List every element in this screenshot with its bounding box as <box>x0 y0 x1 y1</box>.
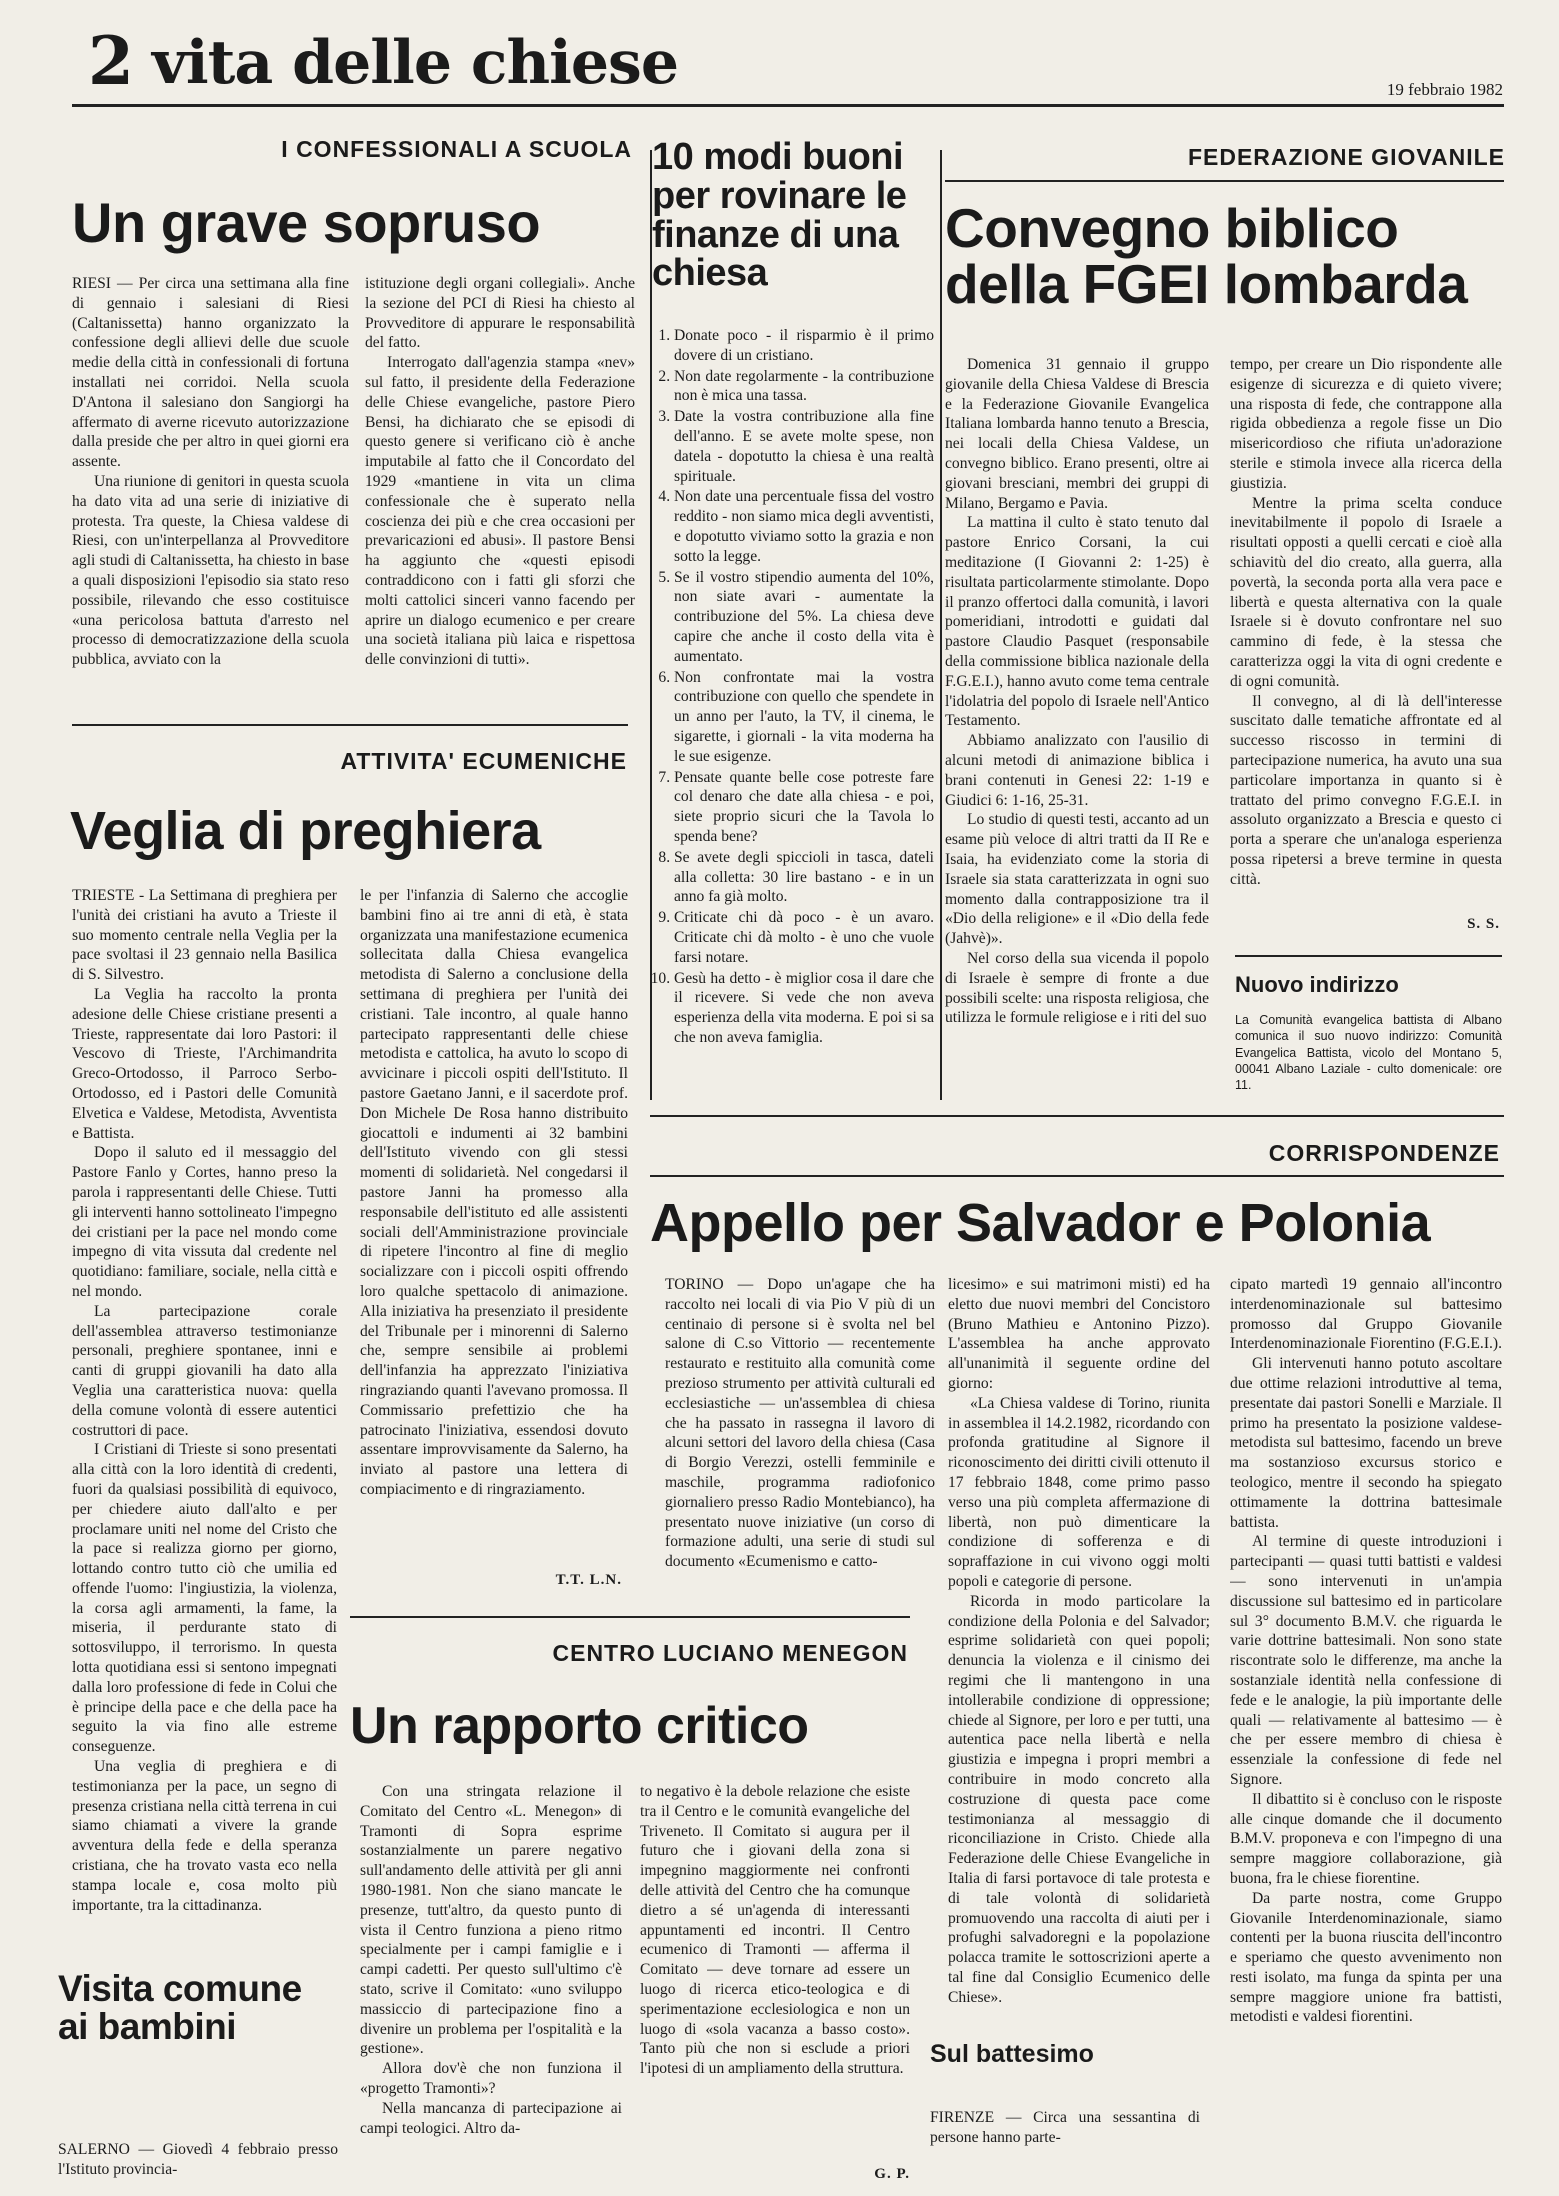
art5-paragraph: le per l'infanzia di Salerno che accoglie bambini fino ai tre anni di età, è stata organizzata una manifestazione ecumenica sollecitata dalla Chiesa evangelica metodista di Salerno a conclusione della settimana di preghiera per l'unità dei cristiani. Tale incontro, al quale hanno partecipato rappresentanti delle chiese metodista e cattolica, ha avuto lo scopo di avvicinare i piccoli ospiti dell'Istituto. Il pastore Gaetano Janni, e il sacerdote prof. Don Michele De Rosa hanno distribuito giocattoli e indumenti ai 32 bambini dell'Istituto vivendo con gli stessi momenti di solidarietà. Nel congedarsi il pastore Janni ha promesso alla responsabile dell'istituto ed alle assistenti sociali dell'Amministrazione provinciale di ripetere l'incontro al fine di meglio socializzare con i piccoli ospiti offrendo loro qualche spettacolo di animazione. Alla iniziativa ha presenziato il presidente del Tribunale per i minorenni di Salerno che, sempre sensibile ai problemi dell'infanzia ha apprezzato l'iniziativa ringraziando quanti l'avevano promossa. Il Commissario prefettizio che ha patrocinato l'iniziativa, essendosi dovuto assentare improvvisamente da Salerno, ha inviato al pastore una lettera di compiacimento e di ringraziamento. <box>360 887 628 1498</box>
art8-column-2 <box>1230 1275 1502 2180</box>
art3-column-2 <box>1230 355 1502 927</box>
art5-signature: T.T. L.N. <box>555 1572 622 1588</box>
issue-date: 19 febbraio 1982 <box>1386 80 1503 99</box>
art5-paragraph: SALERNO — Giovedì 4 febbraio presso l'Istituto provincia- <box>58 2141 338 2178</box>
art1-paragraph: RIESI — Per circa una settimana alla fine di gennaio i salesiani di Riesi (Caltanissetta) hanno organizzato la confessione degli allievi delle due scuole medie della città in confessionali di fortuna installati nei corridoi. Nella scuola D'Antona il salesiano don Sangiorgi ha affermato di averne ricevuto autorizzazione dalla preside che per altro in quei giorni era assente. <box>72 275 349 471</box>
art1-bottom-rule <box>72 724 628 726</box>
art6-paragraph: Con una stringata relazione il Comitato del Centro «L. Menegon» di Tramonti di Sopra esprime sostanzialmente un parere negativo sull'andamento delle attività per gli anni 1980-1981. Non che siano mancate le presenze, tutt'altro, da questo punto di vista il Centro funziona a pieno ritmo specialmente per i campi famiglie e i campi cadetti. Per questo sull'ultimo c'è stato, scrive il Comitato: «uno sviluppo massiccio di partecipazione fino a divenire un problema per l'ospitalità e la gestione». <box>360 1783 622 2058</box>
art8-paragraph: Il dibattito si è concluso con le risposte alle cinque domande che il documento B.M.V. proponeva e con l'impegno di una sempre maggiore collaborazione, già buona, fra le chiese fiorentine. <box>1230 1790 1502 1887</box>
art1-column-2 <box>365 274 635 699</box>
art3-top-rule <box>945 180 1504 182</box>
art8-paragraph: Al termine di queste introduzioni i partecipanti — quasi tutti battisti e valdesi — sono intervenuti in un'ampia discussione sul battesimo ed in particolare sul 3° documento B.M.V. che riguarda le varie dottrine battesimali. Non sono state riscontrate solo le differenze, ma anche la sostanziale identità nella confessione di fede e le analogie, la più importante delle quali — relativamente al battesimo — è che per essere membro di chiesa è essenziale la confessione di fede nel Signore. <box>1230 1533 1502 1788</box>
art7-paragraph: TORINO — Dopo un'agape che ha raccolto nei locali di via Pio V più di un centinaio di persone si è svolta nel bel salone di C.so Vittorio — recentemente restaurato e restituito alla comunità come prezioso strumento per attività culturali ed ecclesiastiche — un'assemblea di chiesa che ha passato in rassegna il lavoro di alcuni settori del lavoro della chiesa (Casa di Borgio Verezzi, ostelli femminile e maschile, programma radiofonico giornaliero presso Radio Montebianco), ha presentato nuove iniziative (un corso di formazione adulti, una serie di studi sul documento «Ecumenismo e catto- <box>665 1276 935 1571</box>
art8-paragraph: cipato martedì 19 gennaio all'incontro interdenominazionale sul battesimo promosso dal Gruppo Giovanile Interdenominazionale Fiorentino (F.G.E.I.). <box>1230 1276 1502 1353</box>
art8-headline: Sul battesimo <box>930 2040 1094 2068</box>
art3-headline: Convegno biblico della FGEI lombarda <box>945 197 1468 316</box>
art3-paragraph: Nel corso della sua vicenda il popolo di Israele è sempre di fronte a due possibili scelte: una risposta religiosa, che utilizza le formule religiose e i riti del suo <box>945 949 1209 1027</box>
section-rule <box>650 1115 1504 1117</box>
art5-column-2 <box>360 886 628 1586</box>
art7-paragraph: Ricorda in modo particolare la condizione della Polonia e del Salvador; esprime solidarietà con quei popoli; denuncia la violenza e il cinismo dei regimi che li mantengono in una intollerabile condizione di oppressione; chiede al Signore, per loro e per tutti, una autentica pace nella libertà e nella giustizia e impegna i propri membri a contribuire in modo concreto alla costruzione di questa pace come testimonianza al messaggio di riconciliazione in Cristo. Chiede alla Federazione delle Chiese Evangeliche in Italia di farsi portavoce di tale protesta e di tale volontà di solidarietà promuovendo una raccolta di aiuti per i profughi salvadoregni e la popolazione polacca tramite le sottoscrizioni aperte a tal fine dal Consiglio Ecumenico delle Chiese». <box>948 1592 1210 2006</box>
art6-signature: G. P. <box>874 2166 910 2182</box>
art4-paragraph: TRIESTE - La Settimana di preghiera per l'unità dei cristiani ha avuto a Trieste il suo momento centrale nella Veglia per la pace svoltasi il 23 gennaio nella Basilica di S. Silvestro. <box>72 887 337 984</box>
page-number: 2 <box>88 22 134 100</box>
art3-paragraph: Mentre la prima scelta conduce inevitabilmente il popolo di Israele a risultati opposti a quelli cercati e cioè alla schiavitù del dio creato, alla guerra, alla povertà, la seconda porta alla vera pace e libertà e questa alternativa con la quale Israele si è dovuto confrontare nel suo cammino di fede, è la stessa che caratterizza oggi la vita di ogni credente e di ogni comunità. <box>1230 494 1502 690</box>
art3-paragraph: Abbiamo analizzato con l'ausilio di alcuni metodi di animazione biblica i brani contenuti in Genesi 22: 1-19 e Giudici 6: 1-16, 25-31. <box>945 732 1209 809</box>
art4-paragraph: La partecipazione corale dell'assemblea attraverso testimonianze personali, preghiere spontanee, inni e canti di gruppi giovanili ha dato alla Veglia una caratteristica nuova: quella della comune volontà di essere autentici costruttori di pace. <box>72 1302 337 1439</box>
list-item: 2. Non date regolarmente - la contribuzione non è mica una tassa. <box>674 367 934 407</box>
list-item: 8. Se avete degli spiccioli in tasca, dateli alla colletta: 30 lire bastano - e in un anno fa già molto. <box>674 848 934 907</box>
art3-paragraph: Lo studio di questi testi, accanto ad un esame più veloce di altri tratti da II Re e Isaia, ha evidenziato come la storia di Israele sia stata caratterizzata in ogni suo momento dalla contrapposizione tra il «Dio della religione» e il «Dio della fede (Jahvè)». <box>945 811 1209 948</box>
list-item: 10. Gesù ha detto - è miglior cosa il dare che il ricevere. Si vede che non aveva esperienza della vita moderna. E poi si sa che non aveva famiglia. <box>674 969 934 1048</box>
art4-paragraph: Dopo il saluto ed il messaggio del Pastore Fanlo y Cortes, hanno preso la parola i rappresentanti delle Chiese. Tutti gli interventi hanno sottolineato l'impegno dei cristiani per la pace nel mondo come impegno di vita vissuta dal credente nel quotidiano: familiare, sociale, nella città e nel mondo. <box>72 1144 337 1300</box>
masthead-rule <box>72 104 1504 107</box>
list-item: 5. Se il vostro stipendio aumenta del 10%, non siate avari - aumentate la contribuzione del 5%. La chiesa deve capire che anche il costo della vita è aumentato. <box>674 568 934 667</box>
art2-list <box>652 326 934 1096</box>
art6-headline: Un rapporto critico <box>350 1697 809 1755</box>
art4-paragraph: I Cristiani di Trieste si sono presentati alla città con la loro identità di credenti, fuori da qualsiasi possibilità di equivoco, per chiedere aiuto dall'alto e per proclamare uniti nel nome del Cristo che la pace si realizza giorno per giorno, lottando contro tutto ciò che umilia ed offende l'uomo: l'ingiustizia, la violenza, la corsa agli armamenti, la fame, la miseria, il perdurante stato di sottosviluppo, il terrorismo. In questa lotta quotidiana essi si sentono impegnati dalla loro professione di fede in Colui che è principe della pace e che della pace ha seguito la via fino alle estreme conseguenze. <box>72 1441 337 1756</box>
art6-paragraph: Allora dov'è che non funziona il «progetto Tramonti»? <box>360 2060 622 2097</box>
art3-column-1 <box>945 355 1209 1100</box>
art4-headline: Veglia di preghiera <box>70 801 541 861</box>
art7-headline: Appello per Salvador e Polonia <box>650 1193 1431 1253</box>
art7-top-rule <box>650 1175 1504 1177</box>
art1-paragraph: istituzione degli organi collegiali». Anche la sezione del PCI di Riesi ha chiesto al Provveditore di appurare le responsabilità del fatto. <box>365 275 635 352</box>
art8-paragraph: Gli intervenuti hanno potuto ascoltare due ottime relazioni introduttive al tema, presentate dai pastori Sonelli e Marziale. Il primo ha presentato la posizione valdese-metodista sul battesimo, facendo un breve ma sostanzioso excursus storico e teologico, mentre il secondo ha spiegato ottimamente la dottrina battesimale battista. <box>1230 1355 1502 1531</box>
art1-headline: Un grave sopruso <box>72 191 541 254</box>
art3-paragraph: tempo, per creare un Dio rispondente alle esigenze di sicurezza e di quieto vivere; una risposta di fede, che contrappone alla rigida obbedienza a regole fisse un Dio misericordioso che rifiuta un'adorazione sterile e stimola invece alla ricerca della giustizia. <box>1230 356 1502 492</box>
art7-paragraph: licesimo» e sui matrimoni misti) ed ha eletto due nuovi membri del Concistoro (Bruno Mathieu e Antonino Pizzo). L'assemblea ha anche approvato all'unanimità il seguente ordine del giorno: <box>948 1276 1210 1392</box>
art7-column-1 <box>665 1275 935 1605</box>
notice-top-rule <box>1235 955 1502 957</box>
art4-kicker: ATTIVITA' ECUMENICHE <box>340 748 627 774</box>
art8-paragraph: Da parte nostra, come Gruppo Giovanile Interdenominazionale, siamo contenti per la buona riuscita dell'incontro e speriamo che questo avvenimento non resti isolato, ma funga da spinta per una sempre maggiore unione fra battisti, metodisti e valdesi fiorentini. <box>1230 1889 1502 2026</box>
notice-title: Nuovo indirizzo <box>1235 972 1399 997</box>
list-item: 1. Donate poco - il risparmio è il primo dovere di un cristiano. <box>674 326 934 366</box>
art6-paragraph: to negativo è la debole relazione che esiste tra il Centro e le comunità evangeliche del Triveneto. Il Comitato si augura per il futuro che i giovani della zona si impegnino maggiormente nei confronti delle attività del Centro che ha comunque dietro a sé un'agenda di interessanti appuntamenti ed incontri. Il Centro ecumenico di Tramonti — afferma il Comitato — deve tornare ad essere un luogo di ricerca etico-teologica e di sperimentazione ecclesiologica e non un luogo di «sola vacanza a basso costo». Tanto più che non si esclude a priori l'ipotesi di un ampliamento della struttura. <box>640 1783 910 2078</box>
art3-signature: S. S. <box>1467 916 1500 932</box>
art4-column-1 <box>72 886 337 1944</box>
notice-text: La Comunità evangelica battista di Albano comunica il suo nuovo indirizzo: Comunità Evangelica Battista, vicolo del Montano 5, 00041 Albano Laziale - culto domenicale: ore 11. <box>1235 1013 1502 1092</box>
art3-paragraph: La mattina il culto è stato tenuto dal pastore Enrico Corsani, la cui meditazione (I Giovanni 2: 1-25) è risultata particolarmente stimolante. Dopo il pranzo offertoci dalla comunità, i lavori pomeridiani, introdotti e guidati dal pastore Claudio Pasquet (responsabile della commissione biblica nazionale della F.G.E.I.), hanno avuto come tema centrale l'idolatria del popolo di Israele nell'Antico Testamento. <box>945 514 1209 730</box>
art1-column-1 <box>72 274 349 699</box>
art6-paragraph: Nella mancanza di partecipazione ai campi teologici. Altro da- <box>360 2099 622 2137</box>
art5-column-1 <box>58 2140 338 2188</box>
newspaper-section-title: vita delle chiese <box>152 28 678 98</box>
list-item: 4. Non date una percentuale fissa del vostro reddito - non siamo mica degli avventisti, e dopotutto viviamo sotto la grazia e non sotto la legge. <box>674 487 934 566</box>
art7-paragraph: «La Chiesa valdese di Torino, riunita in assemblea il 14.2.1982, ricordando con profonda gratitudine al Signore il riconoscimento dei diritti civili ottenuto il 17 febbraio 1848, come primo passo verso una più completa affermazione di libertà, non può dimenticare la condizione di sofferenza e di sopraffazione in cui vivono oggi molti popoli e categorie di persone. <box>948 1394 1210 1590</box>
art3-kicker: FEDERAZIONE GIOVANILE <box>1187 144 1505 170</box>
art7-kicker: CORRISPONDENZE <box>1268 1140 1500 1166</box>
art4-paragraph: La Veglia ha raccolto la pronta adesione delle Chiese cristiane presenti a Trieste, rappresentate dai loro Pastori: il Vescovo di Trieste, l'Archimandrita Greco-Ortodosso, il Parroco Serbo-Ortodosso, ed i Pastori delle Comunità Elvetica e Valdese, Metodista, Avventista e Battista. <box>72 985 337 1142</box>
art3-paragraph: Domenica 31 gennaio il gruppo giovanile della Chiesa Valdese di Brescia e la Federazione Giovanile Evangelica Italiana lombarda hanno tenuto a Brescia, nei locali della Chiesa Valdese, un convegno biblico. Erano presenti, oltre ai giovani bresciani, membri dei gruppi di Milano, Bergamo e Pavia. <box>945 356 1209 512</box>
section-rule <box>350 1616 910 1618</box>
list-item: 3. Date la vostra contribuzione alla fine dell'anno. E se avete molte spese, non datela - dopotutto la chiesa è una realtà spirituale. <box>674 407 934 486</box>
art4-paragraph: Una veglia di preghiera e di testimonianza per la pace, un segno di presenza cristiana nella città terrena in cui siamo chiamati a vivere la grande avventura della fede e della speranza cristiana, che ha trovato vasta eco nella stampa locale e, cosa molto più importante, tra la cittadinanza. <box>72 1758 337 1914</box>
art5-headline: Visita comune ai bambini <box>58 1968 302 2047</box>
art6-column-1 <box>360 1782 622 2192</box>
art1-kicker: I CONFESSIONALI A SCUOLA <box>281 136 632 162</box>
art3-paragraph: Il convegno, al di là dell'interesse suscitato dalle tematiche affrontate ed al successo riscosso in termini di partecipazione numerica, ha avuto una sua particolare importanza in quanto si è trattato del primo convegno F.G.E.I. in assoluto organizzato a Brescia e questo ci porta a sperare che un'analoga esperienza possa ripetersi a breve termine in questa città. <box>1230 692 1502 888</box>
list-item: 7. Pensate quante belle cose potreste fare col denaro che date alla chiesa - e poi, siete proprio sicuri che la Tavola lo spenda bene? <box>674 768 934 847</box>
art8-column-1 <box>930 2108 1200 2190</box>
art1-paragraph: Interrogato dall'agenzia stampa «nev» sul fatto, il presidente della Federazione delle Chiese evangeliche, pastore Piero Bensi, ha dichiarato che se episodi di questo genere si verificano ciò è anche imputabile al fatto che il Concordato del 1929 «mantiene in vita un clima confessionale che è superato nella coscienza dei più e che crea occasioni per prevaricazioni ed abusi». Il pastore Bensi ha aggiunto che «questi episodi contraddicono con i fatti gli sforzi che molti cattolici sinceri vanno facendo per aprire un dialogo ecumenico e per creare una società italiana più laica e rispettosa delle convinzioni di tutti». <box>365 354 635 669</box>
art6-column-2 <box>640 1782 910 2162</box>
list-item: 6. Non confrontate mai la vostra contribuzione con quello che spendete in un anno per l'auto, la TV, il cinema, le sigarette, i giornali - la vita moderna ha le sue esigenze. <box>674 668 934 767</box>
list-item: 9. Criticate chi dà poco - è un avaro. Criticate chi dà molto - è uno che vuole farsi notare. <box>674 908 934 967</box>
art1-paragraph: Una riunione di genitori in questa scuola ha dato vita ad una serie di iniziative di protesta. Tra queste, la Chiesa valdese di Riesi, con un'interpellanza al Provveditore agli studi di Caltanissetta, ha chiesto in base a quali disposizioni l'episodio sia stato reso possibile, rilevando che esso costituisce «una pericolosa battuta d'arresto nel processo di democratizzazione della scuola pubblica, avviato con la <box>72 472 349 669</box>
column-separator <box>940 150 942 1100</box>
art2-headline: 10 modi buoni per rovinare le finanze di una chiesa <box>652 136 907 295</box>
art6-kicker: CENTRO LUCIANO MENEGON <box>552 1640 908 1666</box>
art8-paragraph: FIRENZE — Circa una sessantina di persone hanno parte- <box>930 2109 1200 2146</box>
